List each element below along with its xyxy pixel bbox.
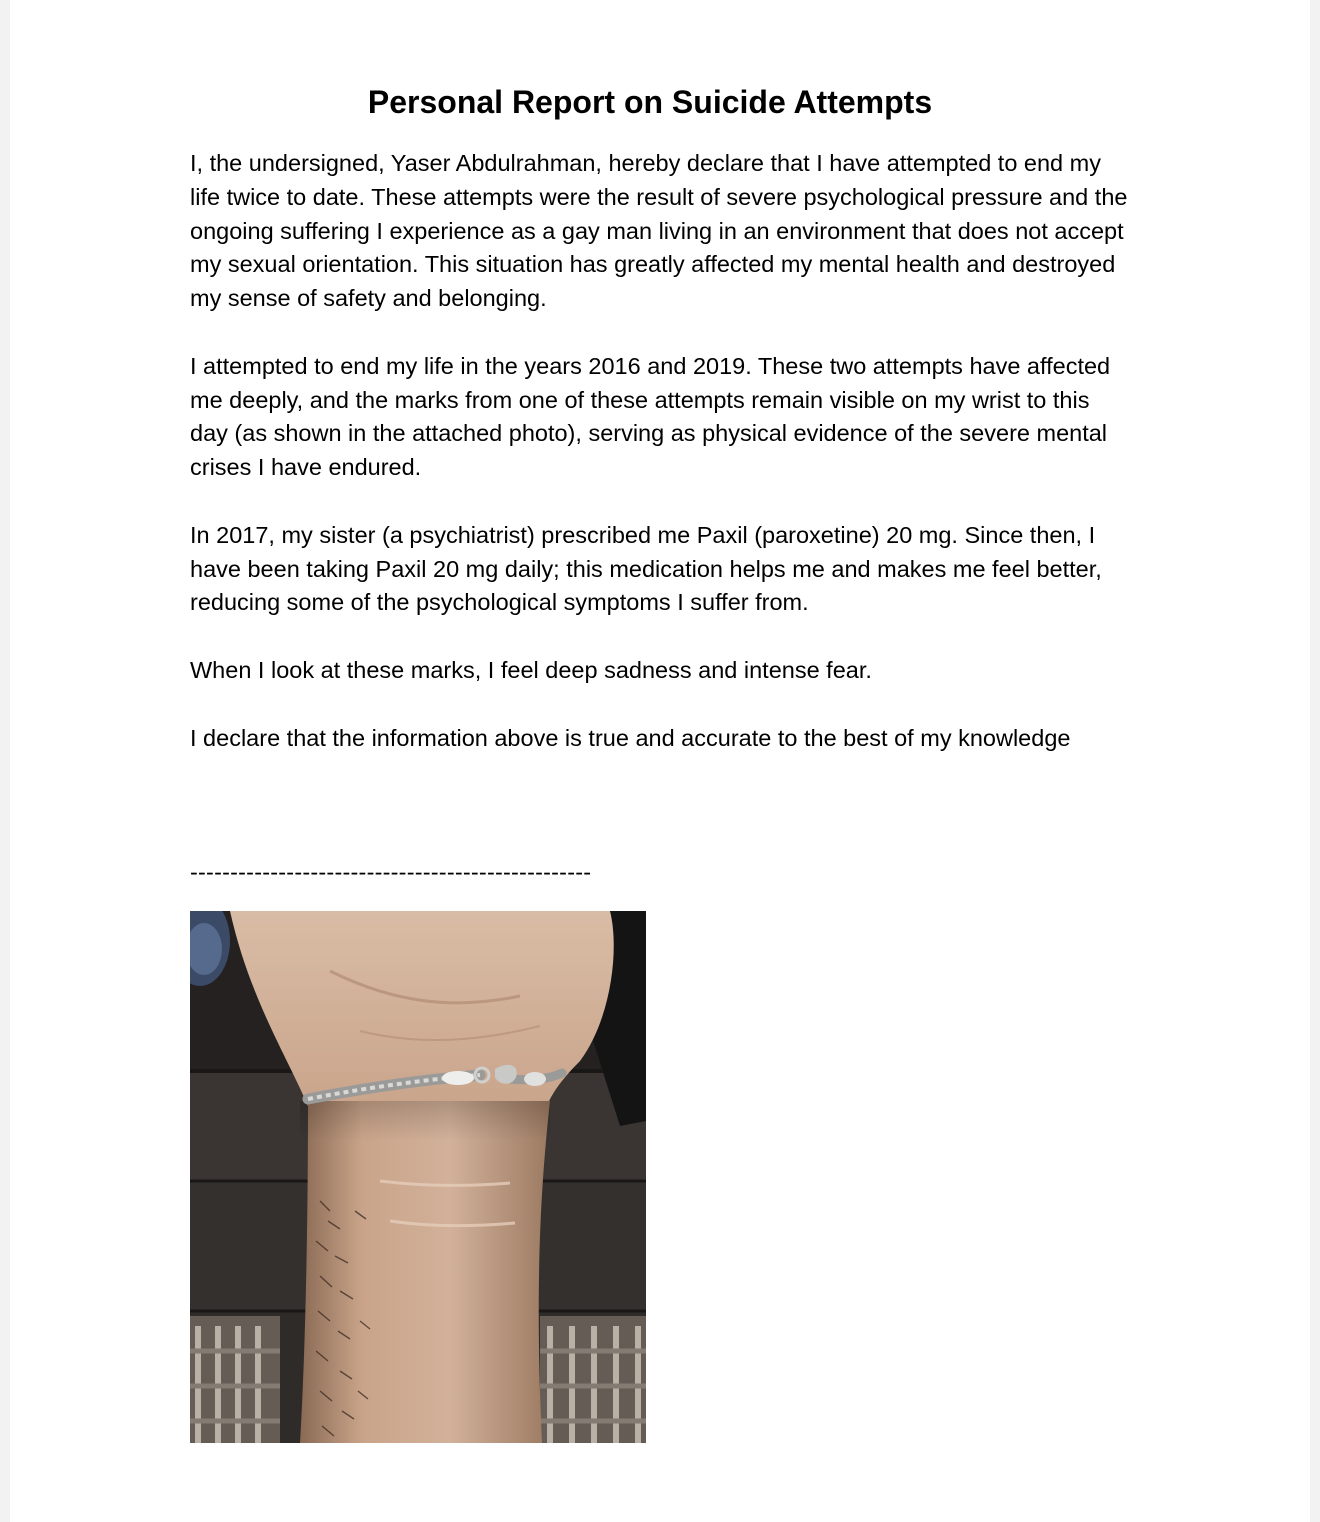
paragraph-declaration: I, the undersigned, Yaser Abdulrahman, hereby declare that I have attempted to end my life twice to date. These attempts were the result of severe psychological pressure and the ongoing suffering I experience as a gay man living in an environment that does not accept my sexual orientation. This situation has greatly affected my mental health and destroyed my sense of safety and belonging. bbox=[190, 150, 1128, 312]
wrist-photo bbox=[190, 911, 646, 1443]
paragraph-attestation: I declare that the information above is true and accurate to the best of my knowledge bbox=[190, 724, 1071, 751]
document-body bbox=[190, 147, 1130, 789]
signature-line: -------------------------------------------------- bbox=[190, 859, 592, 885]
document-title: Personal Report on Suicide Attempts bbox=[367, 84, 933, 120]
paragraph-medication: In 2017, my sister (a psychiatrist) prescribed me Paxil (paroxetine) 20 mg. Since then, I have been taking Paxil 20 mg daily; this medication helps me and makes me feel better, reducing some of the psychological symptoms I suffer from. bbox=[190, 521, 1102, 616]
paragraph-attempts: I attempted to end my life in the years 2016 and 2019. These two attempts have affected me deeply, and the marks from one of these attempts remain visible on my wrist to this day (as shown in the attached photo), serving as physical evidence of the severe mental crises I have endured. bbox=[190, 352, 1111, 481]
paragraph-feelings: When I look at these marks, I feel deep sadness and intense fear. bbox=[190, 656, 872, 683]
